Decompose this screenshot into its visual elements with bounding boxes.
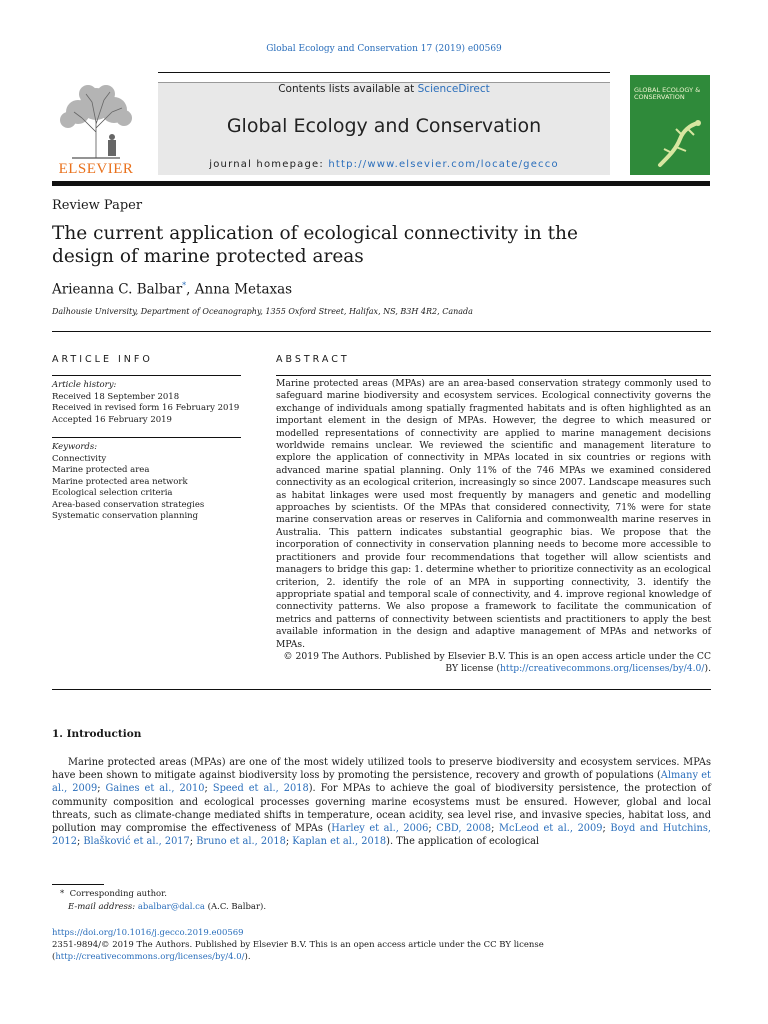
keyword-item: Ecological selection criteria bbox=[52, 488, 173, 498]
intro-text: ). For MPAs to achieve the goal of biodiversity persistence, the protection of community composition and ecological processes governing marine ecosystems must be ensured. However, global and local threats, such as climate-change mediated shifts in temperature, ocean acidity, sea level rise, and invasive species, habitat loss, and pollution may compromise the effectiveness of MPAs ( bbox=[52, 783, 712, 835]
affiliation: Dalhousie University, Department of Oceanography, 1355 Oxford Street, Halifax, NS, B3H 4R2, Canada bbox=[52, 307, 473, 316]
contents-availability bbox=[158, 83, 610, 95]
author-separator: , bbox=[186, 281, 195, 298]
header-divider bbox=[52, 181, 710, 186]
history-label: Article history: bbox=[52, 380, 117, 390]
copyright-end: ). bbox=[704, 663, 711, 675]
citation-link[interactable]: Almany et al., 2009 bbox=[52, 770, 711, 795]
elsevier-tree-icon bbox=[52, 82, 140, 160]
keywords-rule bbox=[52, 437, 241, 438]
corresponding-label: Corresponding author. bbox=[69, 889, 167, 899]
intro-text: Marine protected areas (MPAs) are one of the most widely utilized tools to preserve biodiversity and ecosystem services. MPAs have been shown to mitigate against biodiversity loss by promoting the persistence, recovery and growth of populations ( bbox=[52, 757, 711, 782]
journal-cover[interactable] bbox=[630, 75, 710, 175]
elsevier-logo bbox=[52, 82, 140, 178]
abstract-body bbox=[276, 378, 711, 676]
gecko-icon bbox=[650, 115, 706, 171]
citation-link[interactable]: Gaines et al., 2010 bbox=[105, 783, 205, 795]
license-end: ). bbox=[244, 951, 251, 962]
abstract-text: Marine protected areas (MPAs) are an area-based conservation strategy commonly used to safeguard marine biodiversity and ecosystem services. Ecological connectivity governs the exchange of individuals among spatially fragmented habitats and is often highlighted as an important element in the design of MPAs. However, the degree to which measured or modelled representations of connectivity are applied to marine management decisions worldwide remains unclear. We reviewed the scientific and management literature to explore the application of connectivity in MPAs located in six countries or regions with advanced marine spatial planning. Only 11% of the 746 MPAs we examined considered connectivity as an ecological criterion, increasingly so since 2007. Landscape measures such as habitat linkages were used most frequently by managers and genetic and modelling approaches by scientists. Of the MPAs that considered connectivity, 71% were for state marine conservation areas or reserves in California and commonwealth marine reserves in Australia. This pattern indicates substantial geographic bias. We propose that the incorporation of connectivity in conservation planning needs to become more accessible to practitioners and provide four recommendations that together will allow scientists and managers to bridge this gap: 1. determine whether to prioritize connectivity as an ecological criterion, 2. identify the role of an MPA in supporting connectivity, 3. identify the appropriate spatial and temporal scale of connectivity, and 4. improve regional knowledge of connectivity patterns. We also propose a framework to facilitate the communication of metrics and patterns of connectivity between scientists and practitioners to apply the best available information in the design and adaptive management of MPAs and networks of MPAs. bbox=[276, 378, 711, 650]
citation-link[interactable]: CBD, 2008 bbox=[436, 823, 492, 835]
citation-link[interactable]: Kaplan et al., 2018 bbox=[292, 836, 387, 848]
corresponding-author-note bbox=[60, 889, 167, 899]
citation-link[interactable]: Bruno et al., 2018 bbox=[196, 836, 286, 848]
article-title-line-1: The current application of ecological connectivity in the bbox=[52, 223, 578, 244]
cover-title: GLOBAL ECOLOGY & CONSERVATION bbox=[634, 86, 701, 101]
introduction-paragraph: Marine protected areas (MPAs) are one of the most widely utilized tools to preserve biodiversity and ecosystem services. MPAs have been shown to mitigate against biodiversity loss by promoting the persistence, recovery and growth of populations (Almany et al., 2009; Gaines et al., 2010; Speed et al., 2018). For MPAs to achieve the goal of biodiversity persistence, the protection of community composition and ecological processes governing marine ecosystems must be ensured. However, global and local threats, such as climate-change mediated shifts in temperature, ocean acidity, sea level rise, and invasive species, habitat loss, and pollution may compromise the effectiveness of MPAs (Harley et al., 2006; CBD, 2008; McLeod et al., 2009; Boyd and Hutchins, 2012; Blašković et al., 2017; Bruno et al., 2018; Kaplan et al., 2018). The application of ecological bbox=[52, 757, 712, 848]
author-balbar[interactable]: Arieanna C. Balbar bbox=[52, 281, 183, 298]
citation-link[interactable]: McLeod et al., 2009 bbox=[498, 823, 603, 835]
journal-title: Global Ecology and Conservation bbox=[226, 115, 542, 137]
copyright-text: © 2019 The Authors. Published by Elsevier B.V. This is an open access article under the CC BY license ( bbox=[283, 650, 711, 675]
keywords-label: Keywords: bbox=[52, 442, 98, 452]
corresponding-author-mark[interactable]: * bbox=[182, 281, 187, 290]
article-info-rule bbox=[52, 375, 241, 376]
keywords-block bbox=[52, 442, 242, 523]
email-label: E-mail address: bbox=[68, 902, 136, 912]
footnote-rule bbox=[52, 884, 104, 885]
homepage-prefix: journal homepage: bbox=[209, 159, 329, 170]
contents-prefix: Contents lists available at bbox=[278, 83, 418, 95]
footer-license-link[interactable]: http://creativecommons.org/licenses/by/4.0/ bbox=[55, 951, 245, 962]
section-heading-introduction: 1. Introduction bbox=[52, 728, 142, 740]
revised-date: Received in revised form 16 February 2019 bbox=[52, 403, 240, 413]
keyword-item: Marine protected area bbox=[52, 465, 150, 475]
accepted-date: Accepted 16 February 2019 bbox=[52, 414, 172, 425]
keyword-item: Connectivity bbox=[52, 453, 107, 464]
article-title-line-2: design of marine protected areas bbox=[52, 246, 364, 267]
author-metaxas[interactable]: Anna Metaxas bbox=[194, 281, 293, 298]
citation-link[interactable]: Harley et al., 2006 bbox=[331, 823, 429, 835]
sciencedirect-link[interactable]: ScienceDirect bbox=[417, 83, 490, 95]
keyword-item: Area-based conservation strategies bbox=[52, 499, 205, 510]
email-owner: (A.C. Balbar). bbox=[207, 902, 267, 912]
affiliation-divider bbox=[52, 331, 711, 332]
citation-link[interactable]: Blašković et al., 2017 bbox=[83, 836, 190, 848]
article-info-heading: ARTICLE INFO bbox=[52, 354, 153, 365]
intro-text: ). The application of ecological bbox=[386, 836, 540, 848]
keyword-item: Systematic conservation planning bbox=[52, 511, 199, 521]
citation-link[interactable]: Speed et al., 2018 bbox=[212, 783, 309, 795]
journal-homepage bbox=[158, 159, 610, 170]
journal-banner bbox=[158, 82, 610, 175]
citation-link[interactable]: Boyd and Hutchins, 2012 bbox=[52, 823, 712, 848]
received-date: Received 18 September 2018 bbox=[52, 391, 180, 402]
article-history bbox=[52, 380, 242, 426]
footnote-mark: * bbox=[60, 889, 65, 899]
header-top-rule bbox=[158, 72, 610, 73]
author-list bbox=[52, 281, 292, 298]
license-link[interactable]: http://creativecommons.org/licenses/by/4.0/ bbox=[500, 663, 705, 675]
abstract-divider bbox=[52, 689, 711, 690]
elsevier-wordmark: ELSEVIER bbox=[58, 161, 134, 177]
article-type: Review Paper bbox=[52, 198, 143, 213]
keyword-item: Marine protected area network bbox=[52, 476, 188, 487]
doi-link[interactable]: https://doi.org/10.1016/j.gecco.2019.e00569 bbox=[52, 928, 244, 938]
homepage-link[interactable]: http://www.elsevier.com/locate/gecco bbox=[328, 159, 559, 170]
journal-citation[interactable]: Global Ecology and Conservation 17 (2019) e00569 bbox=[266, 44, 502, 54]
abstract-rule bbox=[276, 375, 711, 376]
issn-license-line bbox=[52, 940, 711, 963]
article-title bbox=[52, 222, 612, 268]
issn-text: 2351-9894/© 2019 The Authors. Published by Elsevier B.V. This is an open access article under the CC BY license ( bbox=[52, 940, 544, 962]
email-link[interactable]: abalbar@dal.ca bbox=[137, 902, 205, 912]
abstract-copyright bbox=[276, 651, 711, 676]
abstract-heading: ABSTRACT bbox=[276, 354, 350, 365]
email-note bbox=[68, 902, 266, 912]
